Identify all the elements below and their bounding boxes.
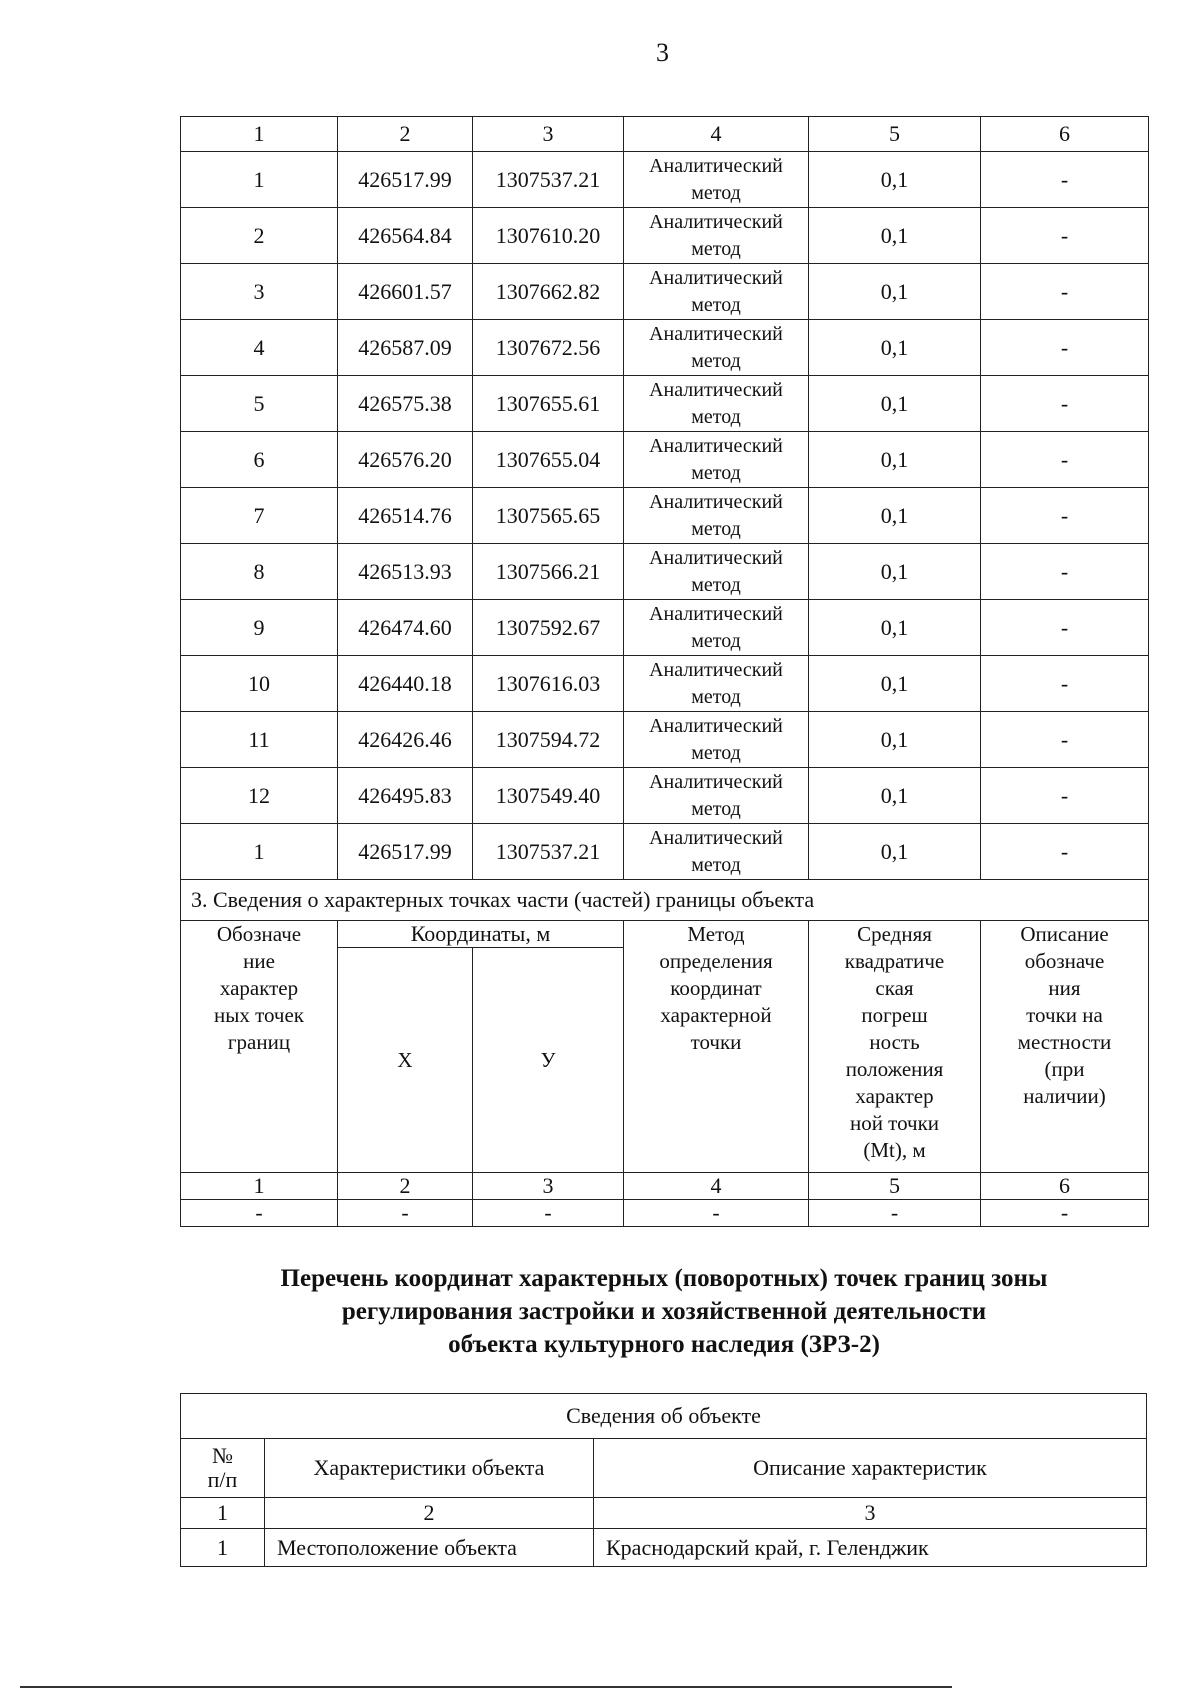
x-coordinate-cell: 426426.46: [338, 712, 473, 768]
error-cell: 0,1: [809, 712, 981, 768]
description-header: Описание характеристик: [594, 1439, 1147, 1498]
point-number-cell: 1: [181, 824, 338, 880]
description-cell: -: [981, 264, 1149, 320]
coordinate-row: [181, 152, 1149, 208]
description-cell: -: [981, 488, 1149, 544]
column-number: 2: [338, 117, 473, 152]
method-cell: [624, 600, 809, 656]
y-coordinate-cell: 1307565.65: [473, 488, 624, 544]
description-header: [981, 921, 1149, 1173]
x-coordinate-cell: 426575.38: [338, 376, 473, 432]
x-coordinate-cell: 426587.09: [338, 320, 473, 376]
object-info-table: [180, 1393, 1147, 1567]
column-number: 5: [809, 117, 981, 152]
error-cell: 0,1: [809, 600, 981, 656]
coordinate-row: [181, 768, 1149, 824]
error-cell: 0,1: [809, 824, 981, 880]
method-line: Аналитический: [649, 210, 783, 233]
coordinate-row: [181, 488, 1149, 544]
column-number: 3: [594, 1498, 1147, 1529]
method-line: метод: [691, 741, 741, 764]
description-cell: Краснодарский край, г. Геленджик: [594, 1529, 1147, 1567]
characteristic-cell: Местоположение объекта: [265, 1529, 594, 1567]
method-line: метод: [691, 853, 741, 876]
x-coordinate-cell: 426514.76: [338, 488, 473, 544]
header-line: определения: [659, 949, 773, 973]
x-coordinate-cell: 426495.83: [338, 768, 473, 824]
empty-data-row: [181, 1200, 1149, 1227]
description-cell: -: [981, 656, 1149, 712]
x-coordinate-cell: 426517.99: [338, 824, 473, 880]
y-coordinate-cell: 1307592.67: [473, 600, 624, 656]
column-number: 2: [338, 1173, 473, 1200]
point-designation-header: [181, 921, 338, 1173]
header-line: границ: [227, 1030, 291, 1054]
header-line: Описание: [1020, 922, 1109, 946]
method-line: Аналитический: [649, 602, 783, 625]
method-cell: [624, 488, 809, 544]
method-line: Аналитический: [649, 826, 783, 849]
y-coordinate-cell: 1307566.21: [473, 544, 624, 600]
characteristics-header: Характеристики объекта: [265, 1439, 594, 1498]
method-line: метод: [691, 405, 741, 428]
y-coordinate-cell: 1307549.40: [473, 768, 624, 824]
method-header: [624, 921, 809, 1173]
point-number-cell: 1: [181, 152, 338, 208]
point-number-cell: 10: [181, 656, 338, 712]
coordinates-table: [180, 116, 1149, 1227]
coordinate-row: [181, 824, 1149, 880]
error-header: [809, 921, 981, 1173]
coordinates-header: Координаты, м: [338, 921, 624, 948]
column-number: 4: [624, 117, 809, 152]
empty-cell: -: [181, 1200, 338, 1227]
method-cell: [624, 768, 809, 824]
method-line: Аналитический: [649, 266, 783, 289]
y-coordinate-cell: 1307655.04: [473, 432, 624, 488]
page-number: 3: [656, 38, 669, 67]
header-line: Средняя: [857, 922, 932, 946]
point-number-cell: 9: [181, 600, 338, 656]
y-coordinate-cell: 1307655.61: [473, 376, 624, 432]
header-line: наличии): [1023, 1084, 1106, 1108]
error-cell: 0,1: [809, 264, 981, 320]
coordinate-row: [181, 320, 1149, 376]
point-number-cell: 4: [181, 320, 338, 376]
header-line: характер: [855, 1084, 934, 1108]
row-number: 1: [181, 1529, 265, 1567]
coordinate-row: [181, 208, 1149, 264]
column-number: 3: [473, 1173, 624, 1200]
coordinate-row: [181, 432, 1149, 488]
object-table-header-row: [181, 1439, 1147, 1498]
number-abbrev: п/п: [207, 1467, 238, 1492]
method-line: Аналитический: [649, 434, 783, 457]
x-coordinate-cell: 426513.93: [338, 544, 473, 600]
heading-line: Перечень координат характерных (поворотных) точек границ зоны: [280, 1265, 1048, 1292]
empty-cell: -: [338, 1200, 473, 1227]
heading-line: регулирования застройки и хозяйственной деятельности: [341, 1298, 987, 1325]
method-line: метод: [691, 461, 741, 484]
number-sign: №: [212, 1443, 233, 1468]
x-coordinate-cell: 426601.57: [338, 264, 473, 320]
column-number: 5: [809, 1173, 981, 1200]
x-coordinate-cell: 426474.60: [338, 600, 473, 656]
empty-cell: -: [981, 1200, 1149, 1227]
object-table-title-row: [181, 1394, 1147, 1439]
x-coordinate-cell: 426576.20: [338, 432, 473, 488]
point-number-cell: 7: [181, 488, 338, 544]
column-number: 1: [181, 1498, 265, 1529]
description-cell: -: [981, 152, 1149, 208]
method-line: метод: [691, 181, 741, 204]
column-number: 4: [624, 1173, 809, 1200]
sub-column-numbers-row: [181, 1173, 1149, 1200]
error-cell: 0,1: [809, 488, 981, 544]
error-cell: 0,1: [809, 376, 981, 432]
header-line: (при: [1044, 1057, 1085, 1081]
header-line: (Mt), м: [863, 1138, 926, 1162]
method-line: Аналитический: [649, 490, 783, 513]
coordinate-row: [181, 264, 1149, 320]
header-line: обозначе: [1024, 949, 1105, 973]
method-cell: [624, 264, 809, 320]
header-line: ние: [243, 949, 275, 973]
method-line: Аналитический: [649, 378, 783, 401]
section-title: 3. Сведения о характерных точках части (частей) границы объекта: [181, 880, 1149, 921]
method-cell: [624, 432, 809, 488]
header-line: характер: [219, 976, 299, 1000]
error-cell: 0,1: [809, 656, 981, 712]
header-line: точки: [690, 1030, 742, 1054]
error-cell: 0,1: [809, 152, 981, 208]
method-line: метод: [691, 797, 741, 820]
point-number-cell: 2: [181, 208, 338, 264]
x-coordinate-cell: 426440.18: [338, 656, 473, 712]
description-cell: -: [981, 376, 1149, 432]
description-cell: -: [981, 320, 1149, 376]
object-table-row: [181, 1529, 1147, 1567]
bottom-rule: [20, 1686, 952, 1688]
method-line: Аналитический: [649, 546, 783, 569]
column-number: 1: [181, 1173, 338, 1200]
y-coordinate-cell: 1307662.82: [473, 264, 624, 320]
y-header: У: [473, 948, 624, 1173]
description-cell: -: [981, 600, 1149, 656]
header-line: точки на: [1026, 1003, 1103, 1027]
header-line: координат: [670, 976, 762, 1000]
column-number: 1: [181, 117, 338, 152]
method-cell: [624, 544, 809, 600]
column-number: 6: [981, 117, 1149, 152]
method-line: метод: [691, 685, 741, 708]
method-line: метод: [691, 517, 741, 540]
object-table-numbers-row: [181, 1498, 1147, 1529]
description-cell: -: [981, 544, 1149, 600]
method-line: Аналитический: [649, 658, 783, 681]
error-cell: 0,1: [809, 768, 981, 824]
empty-cell: -: [473, 1200, 624, 1227]
column-numbers-row: [181, 117, 1149, 152]
description-cell: -: [981, 768, 1149, 824]
error-cell: 0,1: [809, 432, 981, 488]
method-line: Аналитический: [649, 322, 783, 345]
number-header: [181, 1439, 265, 1498]
point-number-cell: 3: [181, 264, 338, 320]
empty-cell: -: [809, 1200, 981, 1227]
y-coordinate-cell: 1307610.20: [473, 208, 624, 264]
header-line: ной точки: [849, 1111, 940, 1135]
header-line: ская: [875, 976, 914, 1000]
header-line: ность: [869, 1030, 920, 1054]
point-number-cell: 6: [181, 432, 338, 488]
method-line: метод: [691, 573, 741, 596]
point-number-cell: 12: [181, 768, 338, 824]
coordinate-row: [181, 656, 1149, 712]
method-cell: [624, 712, 809, 768]
point-number-cell: 8: [181, 544, 338, 600]
description-cell: -: [981, 432, 1149, 488]
point-number-cell: 11: [181, 712, 338, 768]
point-number-cell: 5: [181, 376, 338, 432]
description-cell: -: [981, 712, 1149, 768]
coordinate-row: [181, 376, 1149, 432]
header-line: Метод: [687, 922, 745, 946]
sub-header-row: [181, 921, 1149, 948]
method-line: метод: [691, 629, 741, 652]
heading-line: объекта культурного наследия (ЗРЗ-2): [448, 1331, 880, 1358]
method-cell: [624, 208, 809, 264]
method-cell: [624, 656, 809, 712]
header-line: Обозначе: [216, 922, 302, 946]
header-line: местности: [1017, 1030, 1112, 1054]
section-title-row: [181, 880, 1149, 921]
method-line: Аналитический: [649, 714, 783, 737]
coordinate-row: [181, 600, 1149, 656]
y-coordinate-cell: 1307537.21: [473, 152, 624, 208]
column-number: 2: [265, 1498, 594, 1529]
description-cell: -: [981, 208, 1149, 264]
column-number: 3: [473, 117, 624, 152]
header-line: ных точек: [213, 1003, 305, 1027]
error-cell: 0,1: [809, 544, 981, 600]
method-cell: [624, 320, 809, 376]
header-line: характерной: [660, 1003, 772, 1027]
method-cell: [624, 152, 809, 208]
method-line: метод: [691, 349, 741, 372]
method-line: Аналитический: [649, 154, 783, 177]
x-coordinate-cell: 426564.84: [338, 208, 473, 264]
list-heading: [180, 1262, 1148, 1361]
header-line: положения: [845, 1057, 944, 1081]
method-line: Аналитический: [649, 770, 783, 793]
y-coordinate-cell: 1307537.21: [473, 824, 624, 880]
coordinate-row: [181, 712, 1149, 768]
header-line: квадратиче: [844, 949, 945, 973]
header-line: ния: [1048, 976, 1081, 1000]
error-cell: 0,1: [809, 320, 981, 376]
description-cell: -: [981, 824, 1149, 880]
empty-cell: -: [624, 1200, 809, 1227]
column-number: 6: [981, 1173, 1149, 1200]
object-table-title: Сведения об объекте: [181, 1394, 1147, 1439]
header-line: погреш: [861, 1003, 928, 1027]
method-line: метод: [691, 293, 741, 316]
y-coordinate-cell: 1307672.56: [473, 320, 624, 376]
error-cell: 0,1: [809, 208, 981, 264]
method-line: метод: [691, 237, 741, 260]
method-cell: [624, 824, 809, 880]
y-coordinate-cell: 1307594.72: [473, 712, 624, 768]
y-coordinate-cell: 1307616.03: [473, 656, 624, 712]
coordinate-row: [181, 544, 1149, 600]
x-header: X: [338, 948, 473, 1173]
method-cell: [624, 376, 809, 432]
x-coordinate-cell: 426517.99: [338, 152, 473, 208]
